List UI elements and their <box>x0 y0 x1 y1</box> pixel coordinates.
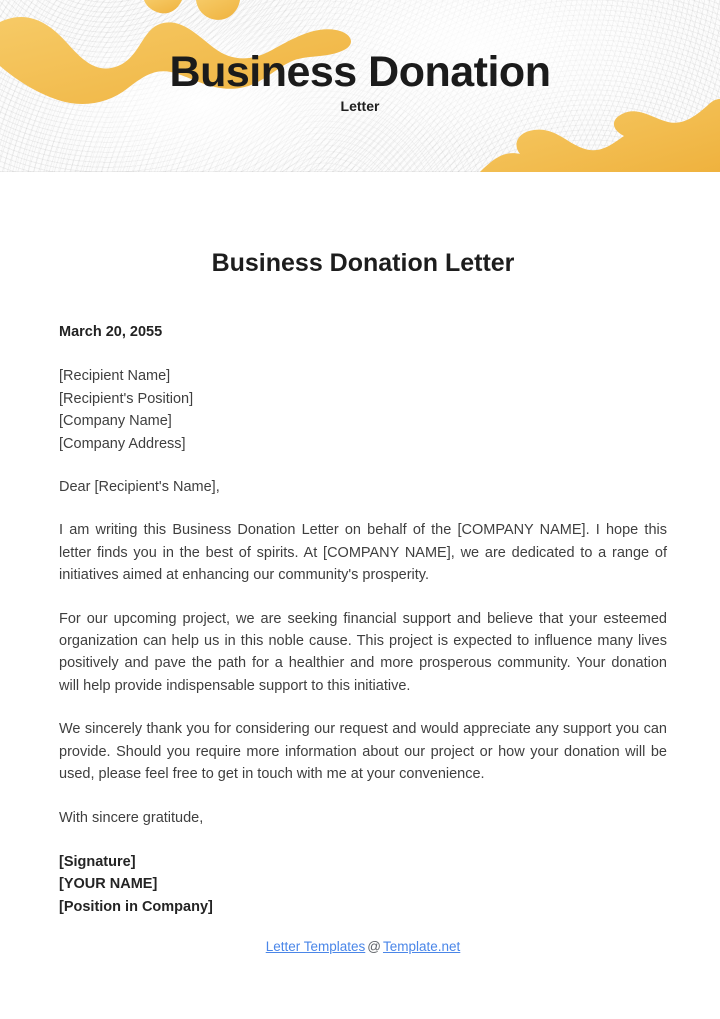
banner <box>0 0 720 172</box>
recipient-block <box>59 365 667 455</box>
signature-line: [Signature] <box>59 853 136 870</box>
letter-document <box>0 248 720 956</box>
banner-text <box>0 49 720 114</box>
signature-block <box>59 851 667 918</box>
banner-subtitle: Letter <box>340 98 380 114</box>
template-net-link[interactable]: Template.net <box>382 939 461 955</box>
page-title: Business Donation Letter <box>211 249 515 277</box>
wave-top-notch-2 <box>196 0 240 20</box>
salutation: Dear [Recipient's Name], <box>59 479 220 496</box>
closing: With sincere gratitude, <box>59 809 204 826</box>
position-line: [Position in Company] <box>59 898 213 915</box>
letter-templates-link[interactable]: Letter Templates <box>265 939 366 955</box>
recipient-position-line: [Recipient's Position] <box>59 390 194 407</box>
wave-top-notch-1 <box>144 0 182 13</box>
letter-date: March 20, 2055 <box>59 324 163 340</box>
company-address-line: [Company Address] <box>59 435 186 452</box>
recipient-name-line: [Recipient Name] <box>59 368 171 385</box>
footer <box>59 938 667 956</box>
your-name-line: [YOUR NAME] <box>59 876 158 893</box>
paragraph-2: For our upcoming project, we are seeking financial support and believe that your esteemed organization can help us in this noble cause. This project is expected to influence many lives positively and pave the path for a healthier and more prosperous community. Your donation will help provide indispensable support to this initiative. <box>59 610 667 694</box>
paragraph-1: I am writing this Business Donation Letter on behalf of the [COMPANY NAME]. I hope this letter finds you in the best of spirits. At [COMPANY NAME], we are dedicated to a range of initiatives aimed at enhancing our community's prosperity. <box>59 522 667 584</box>
paragraph-3: We sincerely thank you for considering our request and would appreciate any support you can provide. Should you require more information about our project or how your donation will be used, please feel free to get in touch with me at your convenience. <box>59 721 667 783</box>
company-name-line: [Company Name] <box>59 413 172 430</box>
banner-title: Business Donation <box>169 48 551 96</box>
footer-separator: @ <box>367 939 381 955</box>
